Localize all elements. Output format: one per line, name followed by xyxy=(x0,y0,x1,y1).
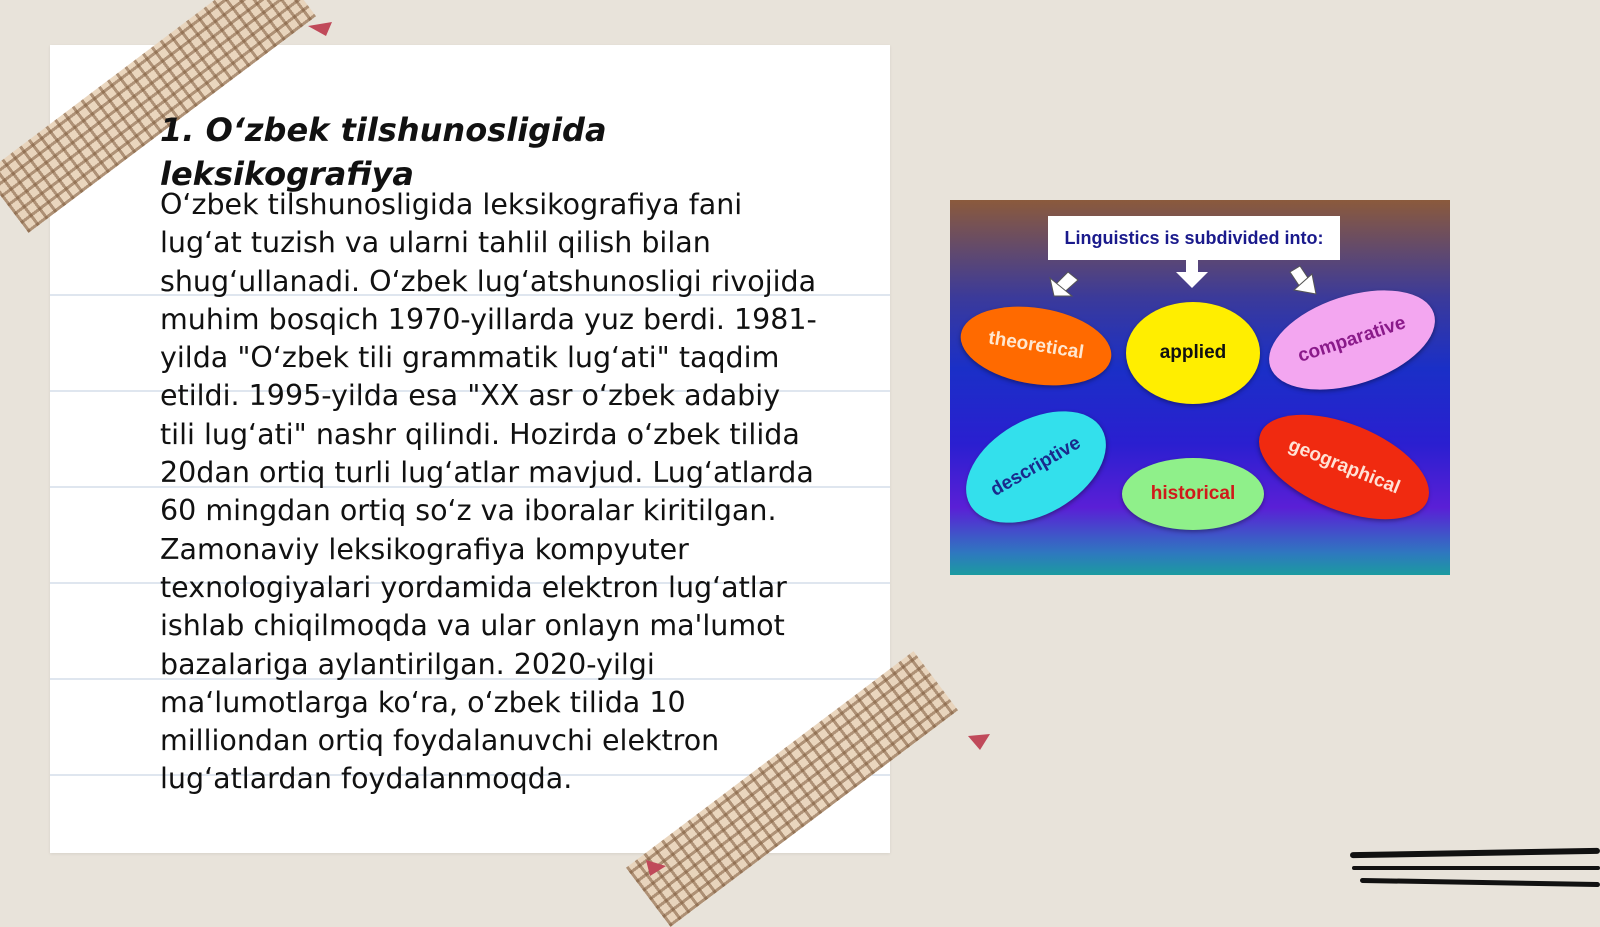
slide-body-text: O‘zbek tilshunosligida leksikografiya fani lug‘at tuzish va ularni tahlil qilish bilan shug‘ullanadi. O‘zbek lug‘atshunosligi rivojida muhim bosqich 1970-yillarda yuz berdi. 1981-yilda "O‘zbek tili grammatik lug‘ati" taqdim etildi. 1995-yilda esa "XX asr o‘zbek adabiy tili lug‘ati" nashr qilindi. Hozirda o‘zbek tilida 20dan ortiq turli lug‘atlar mavjud. Lug‘atlarda 60 mingdan ortiq so‘z va iboralar kiritilgan. Zamonaviy leksikografiya kompyuter texnologiyalari yordamida elektron lug‘atlar ishlab chiqilmoqda va ular onlayn ma'lumot bazalariga aylantirilgan. 2020-yilgi ma‘lumotlarga ko‘ra, o‘zbek tilida 10 milliondan ortiq foydalanuvchi elektron lug‘atlardan foydalanmoqda. xyxy=(160,188,817,796)
branch-theoretical-label: theoretical xyxy=(986,327,1086,364)
branch-historical xyxy=(1122,458,1264,530)
pin-icon xyxy=(306,20,336,40)
slide-title: 1. O‘zbek tilshunosligida leksikografiya xyxy=(160,111,607,193)
branch-applied-label: applied xyxy=(1159,342,1227,363)
arrow-down-icon xyxy=(1176,260,1208,288)
linguistics-diagram xyxy=(950,200,1450,575)
diagram-heading: Linguistics is subdivided into: xyxy=(1048,216,1340,260)
arrow-down-right-icon xyxy=(1290,266,1316,294)
branch-applied xyxy=(1126,302,1260,404)
pin-icon xyxy=(966,732,992,752)
decorative-brush-line xyxy=(1360,878,1600,887)
branch-comparative-label: comparative xyxy=(1295,312,1409,367)
branch-descriptive-label: descriptive xyxy=(987,432,1085,501)
arrow-down-left-icon xyxy=(1050,272,1078,296)
decorative-brush-line xyxy=(1350,848,1600,858)
branch-geographical-label: geographical xyxy=(1285,434,1403,499)
pin-icon xyxy=(644,858,670,878)
decorative-brush-line xyxy=(1352,866,1600,870)
branch-historical-label: historical xyxy=(1150,483,1236,504)
